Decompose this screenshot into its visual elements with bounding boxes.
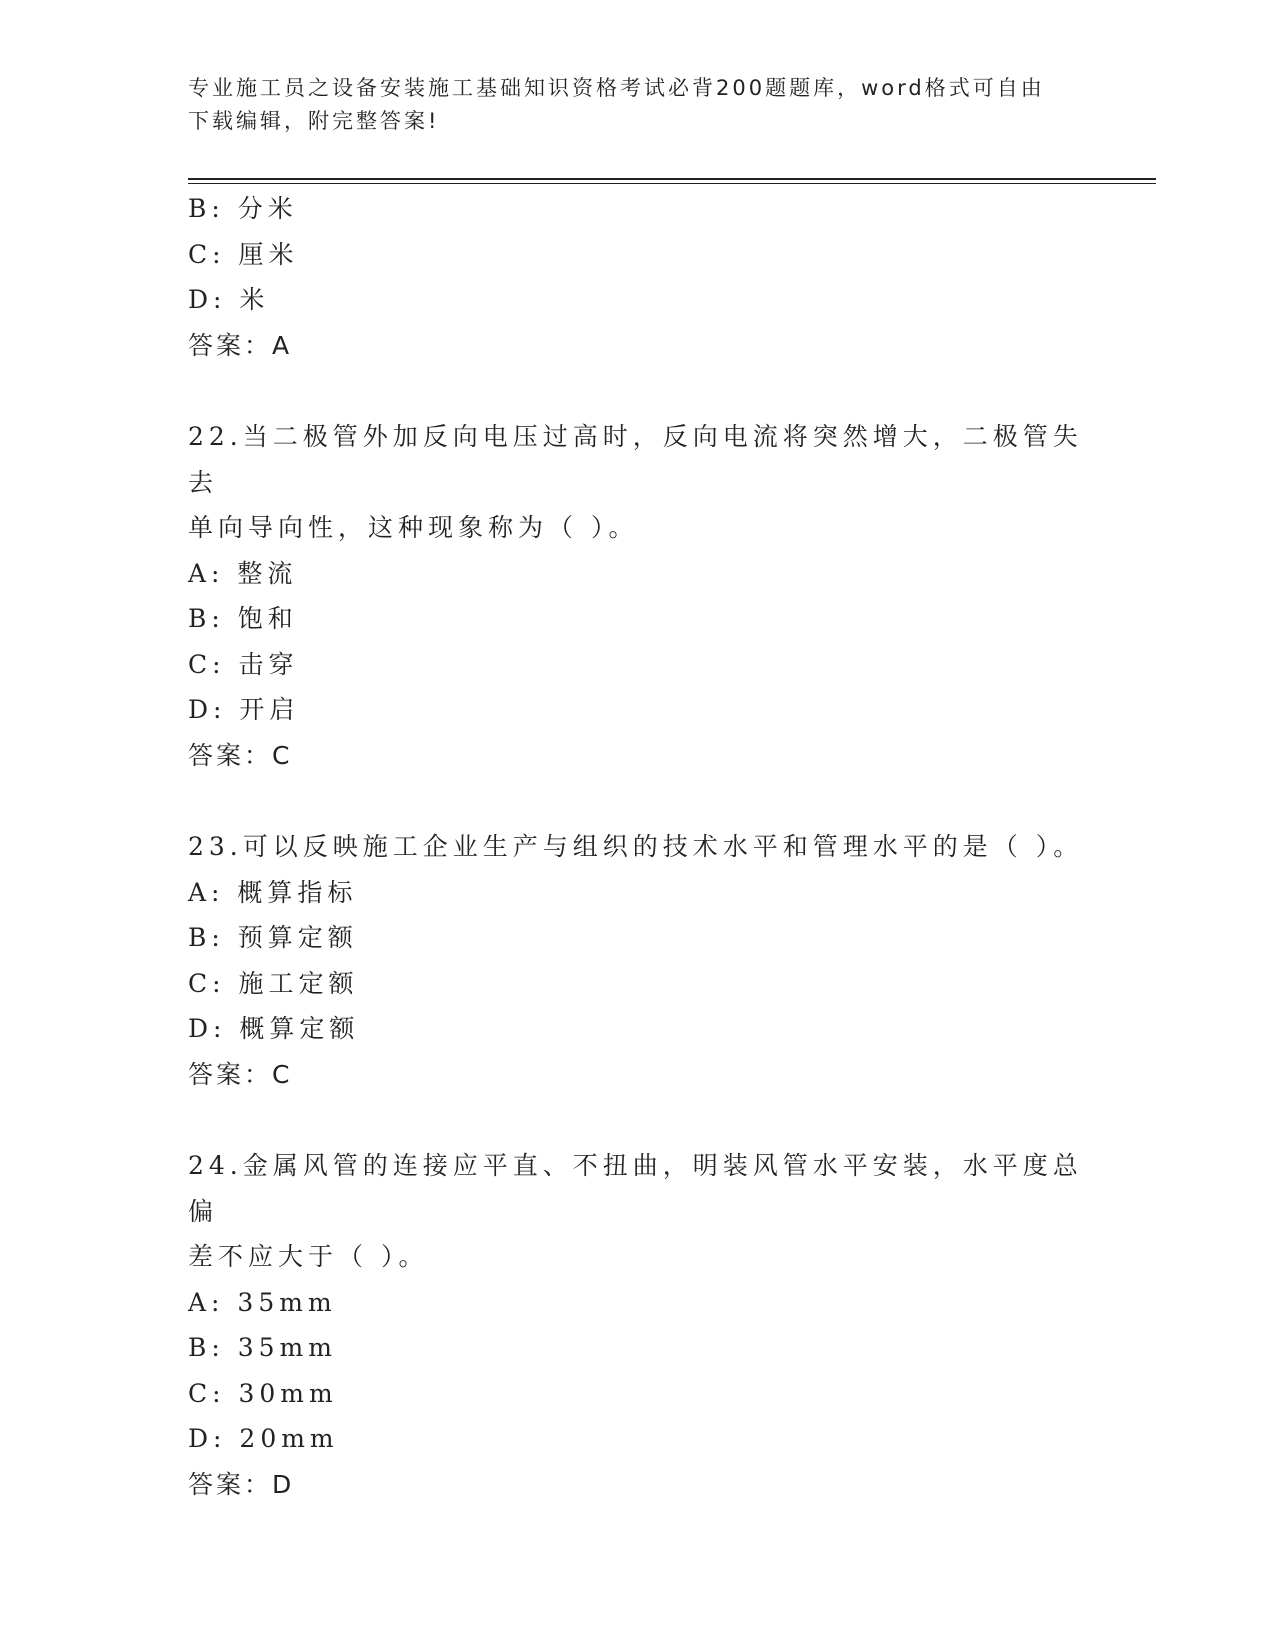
option-c: C: 施工定额 [188,968,359,998]
option-c: C: 厘米 [188,239,299,269]
question-22 [188,414,1088,778]
answer-line: 答案：C [188,740,293,770]
question-spacer [188,1097,1088,1143]
answer-line: 答案：C [188,1059,293,1089]
header-title-line-1: 专业施工员之设备安装施工基础知识资格考试必背200题题库，word格式可自由 [188,76,1045,100]
option-a: A: 概算指标 [188,877,358,907]
option-b: B: 35mm [188,1333,337,1362]
option-b: B: 分米 [188,194,298,223]
question-spacer [188,778,1088,824]
question-stem-line-2: 差不应大于（ ）。 [188,1242,429,1271]
option-d: D: 米 [188,285,270,314]
option-d: D: 开启 [188,695,300,724]
question-stem-line-1: 22.当二极管外加反向电压过高时，反向电流将突然增大，二极管失去 [188,422,1083,497]
page-header [188,72,1088,138]
option-c: C: 30mm [188,1378,338,1408]
header-divider-thick [188,178,1156,180]
option-a: A: 35mm [188,1287,337,1317]
header-title-line-2: 下载编辑，附完整答案! [188,109,440,133]
answer-line: 答案：D [188,1469,295,1499]
option-b: B: 饱和 [188,604,298,633]
question-23 [188,824,1088,1097]
option-a: A: 整流 [188,558,298,588]
answer-line: 答案：A [188,330,293,360]
option-c: C: 击穿 [188,649,299,679]
option-d: D: 20mm [188,1424,339,1453]
option-d: D: 概算定额 [188,1014,360,1043]
question-list [188,186,1088,1507]
option-b: B: 预算定额 [188,923,358,952]
question-stem-line-2: 单向导向性，这种现象称为（ ）。 [188,513,639,542]
question-stem-line-1: 23.可以反映施工企业生产与组织的技术水平和管理水平的是（ ）。 [188,832,1084,861]
question-spacer [188,368,1088,414]
header-divider-thin [188,183,1156,184]
question-stem-line-1: 24.金属风管的连接应平直、不扭曲，明装风管水平安装，水平度总偏 [188,1151,1083,1226]
question-24 [188,1143,1088,1507]
question-21-continued [188,186,1088,368]
